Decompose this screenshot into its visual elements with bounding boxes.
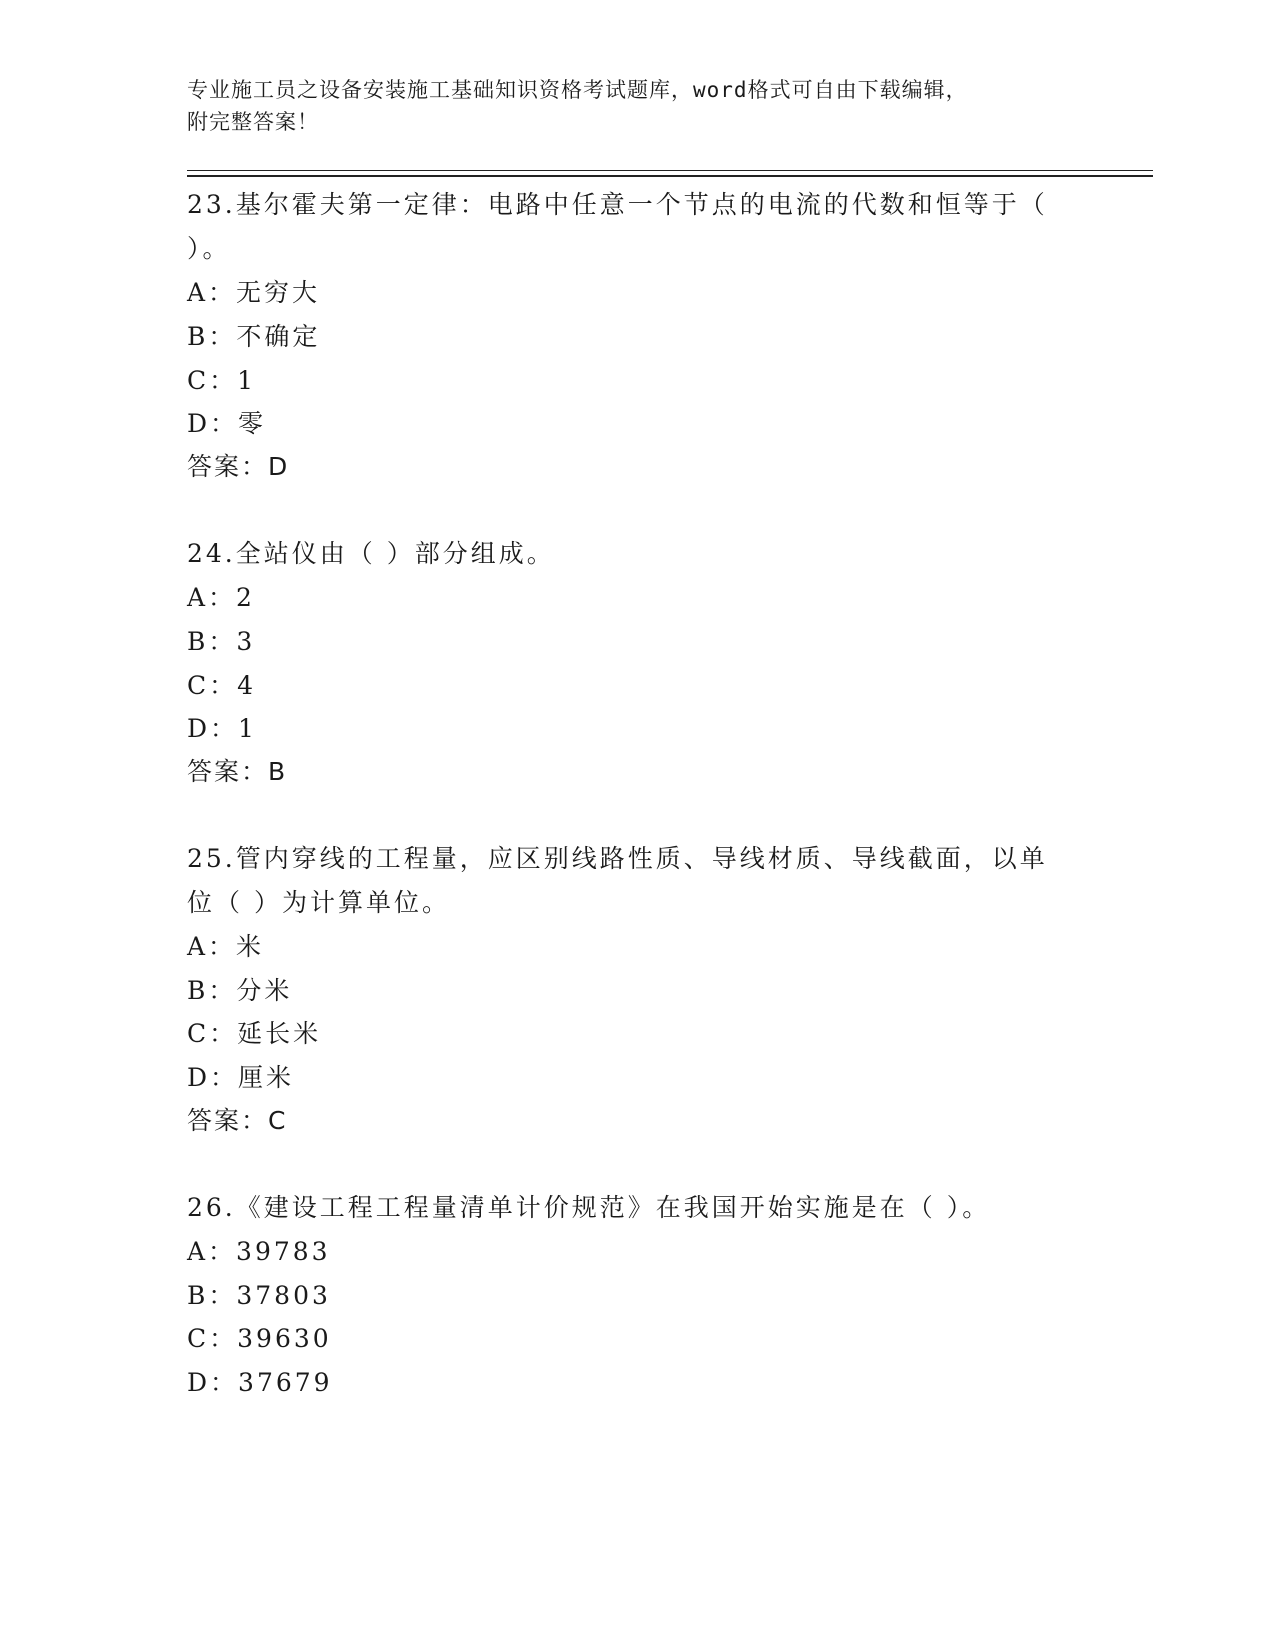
question-26-option-a: A：39783 bbox=[187, 1237, 331, 1266]
header-divider-top bbox=[187, 170, 1153, 171]
question-26-stem-line-1: 26.《建设工程工程量清单计价规范》在我国开始实施是在（ ）。 bbox=[187, 1193, 991, 1222]
question-24-option-c: C：4 bbox=[187, 671, 257, 700]
question-24-answer: 答案：B bbox=[187, 757, 288, 786]
question-24-stem-line-1: 24.全站仪由（ ）部分组成。 bbox=[187, 539, 555, 568]
question-26-option-c: C：39630 bbox=[187, 1324, 332, 1353]
question-25-option-d: D：厘米 bbox=[187, 1063, 295, 1092]
question-24-option-b: B：3 bbox=[187, 627, 256, 656]
document-header bbox=[187, 74, 1067, 138]
question-25-answer: 答案：C bbox=[187, 1106, 288, 1135]
question-26-option-b: B：37803 bbox=[187, 1281, 331, 1310]
header-line-1: 专业施工员之设备安装施工基础知识资格考试题库，word格式可自由下载编辑， bbox=[187, 78, 968, 102]
question-25-option-a: A：米 bbox=[187, 932, 265, 961]
question-23-option-c: C：1 bbox=[187, 366, 257, 395]
header-line-2: 附完整答案！ bbox=[187, 110, 319, 134]
question-24-option-d: D：1 bbox=[187, 714, 257, 743]
question-23-stem-line-2: ）。 bbox=[187, 234, 231, 263]
question-23-option-a: A：无穷大 bbox=[187, 278, 321, 307]
header-divider-bottom bbox=[187, 175, 1153, 177]
question-25-option-b: B：分米 bbox=[187, 976, 293, 1005]
question-23-answer: 答案：D bbox=[187, 452, 290, 481]
question-24-option-a: A：2 bbox=[187, 583, 255, 612]
question-25-option-c: C：延长米 bbox=[187, 1019, 322, 1048]
question-25-stem-line-2: 位（ ）为计算单位。 bbox=[187, 888, 450, 917]
question-25-stem-line-1: 25.管内穿线的工程量，应区别线路性质、导线材质、导线截面，以单 bbox=[187, 844, 1048, 873]
question-23-stem-line-1: 23.基尔霍夫第一定律：电路中任意一个节点的电流的代数和恒等于（ bbox=[187, 190, 1048, 219]
question-23-option-d: D：零 bbox=[187, 409, 267, 438]
question-23-option-b: B：不确定 bbox=[187, 322, 321, 351]
question-26-option-d: D：37679 bbox=[187, 1368, 333, 1397]
